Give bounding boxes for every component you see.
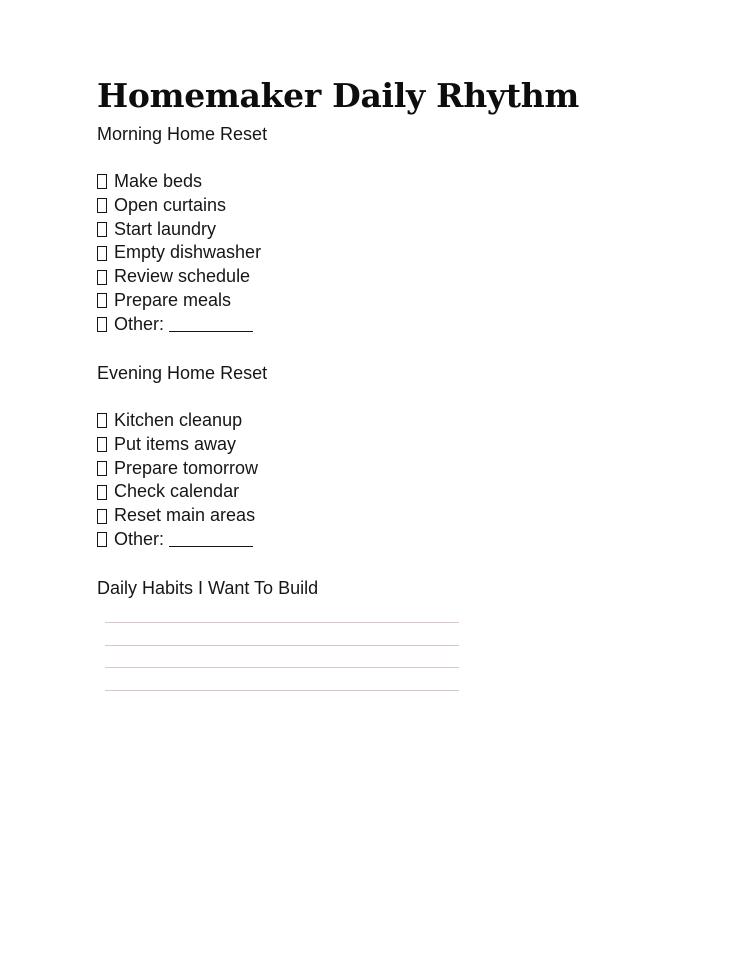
checklist-item-label: Other:	[114, 528, 165, 549]
checklist-item-other[interactable]	[97, 528, 258, 552]
writing-line[interactable]	[105, 667, 459, 668]
page-title: Homemaker Daily Rhythm	[97, 76, 580, 115]
checklist-item-label: Empty dishwasher	[114, 242, 262, 263]
evening-checklist	[97, 409, 258, 552]
checkbox-icon[interactable]	[97, 222, 107, 237]
checkbox-icon[interactable]	[97, 317, 107, 332]
checkbox-icon[interactable]	[97, 293, 107, 308]
checklist-item-label: Reset main areas	[114, 505, 256, 526]
checklist-item-label: Review schedule	[114, 266, 251, 287]
checklist-item[interactable]	[97, 504, 258, 528]
checklist-item-label: Start laundry	[114, 218, 217, 239]
checklist-item[interactable]	[97, 480, 258, 504]
checklist-item-label: Open curtains	[114, 194, 227, 215]
checklist-item-other[interactable]	[97, 313, 261, 337]
checklist-item-label: Other:	[114, 313, 165, 334]
checkbox-icon[interactable]	[97, 413, 107, 428]
checkbox-icon[interactable]	[97, 246, 107, 261]
writing-line[interactable]	[105, 622, 459, 623]
checkbox-icon[interactable]	[97, 174, 107, 189]
evening-heading: Evening Home Reset	[97, 363, 268, 383]
checkbox-icon[interactable]	[97, 509, 107, 524]
checklist-item[interactable]	[97, 433, 258, 457]
writing-line[interactable]	[105, 645, 459, 646]
checklist-item-label: Prepare tomorrow	[114, 457, 259, 478]
checkbox-icon[interactable]	[97, 485, 107, 500]
morning-checklist	[97, 170, 261, 337]
checkbox-icon[interactable]	[97, 461, 107, 476]
checkbox-icon[interactable]	[97, 198, 107, 213]
checklist-item[interactable]	[97, 457, 258, 481]
checkbox-icon[interactable]	[97, 437, 107, 452]
habits-writing-lines	[105, 622, 459, 712]
checkbox-icon[interactable]	[97, 270, 107, 285]
checklist-item-label: Make beds	[114, 171, 203, 191]
checklist-item[interactable]	[97, 409, 258, 433]
checklist-item-label: Put items away	[114, 433, 237, 454]
checklist-item[interactable]	[97, 289, 261, 313]
checklist-item[interactable]	[97, 241, 261, 265]
checklist-item-label: Check calendar	[114, 481, 240, 502]
morning-heading: Morning Home Reset	[97, 124, 268, 144]
fill-in-blank[interactable]	[169, 532, 253, 547]
habits-heading: Daily Habits I Want To Build	[97, 578, 319, 598]
checklist-item-label: Kitchen cleanup	[114, 410, 243, 430]
fill-in-blank[interactable]	[169, 317, 253, 332]
checklist-item[interactable]	[97, 265, 261, 289]
checklist-item-label: Prepare meals	[114, 289, 232, 310]
checklist-item[interactable]	[97, 218, 261, 242]
writing-line[interactable]	[105, 690, 459, 691]
checklist-item[interactable]	[97, 170, 261, 194]
checklist-item[interactable]	[97, 194, 261, 218]
checkbox-icon[interactable]	[97, 532, 107, 547]
